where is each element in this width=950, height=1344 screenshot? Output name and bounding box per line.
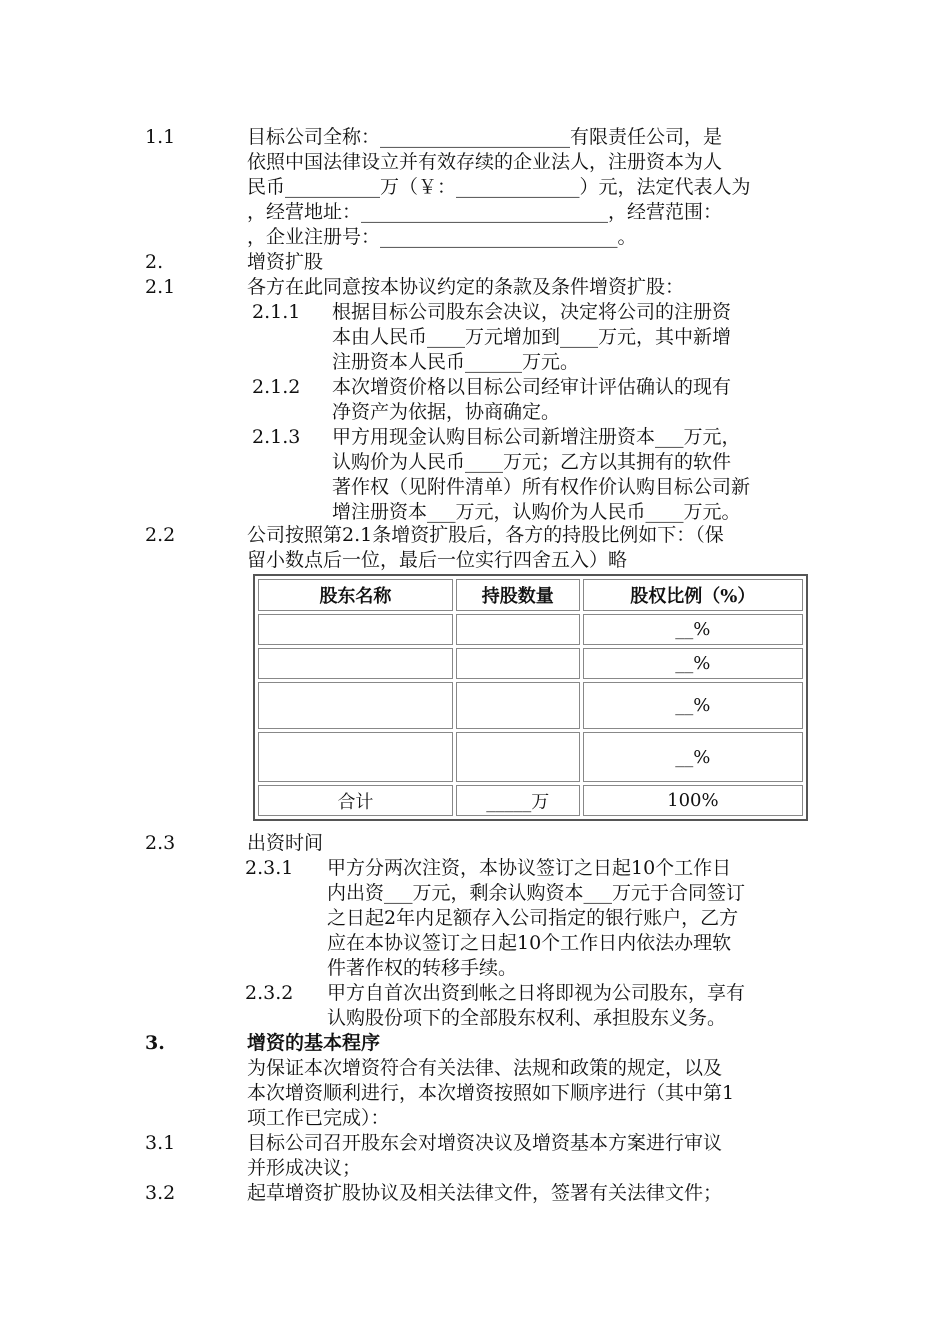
- text-line: 件著作权的转移手续。: [327, 957, 518, 979]
- clause-2-1-text: 各方在此同意按本协议约定的条款及条件增资扩股：: [247, 276, 685, 298]
- section-3-intro: [247, 1056, 734, 1131]
- clause-3-1-text: [247, 1131, 722, 1181]
- text-line: 项工作已完成）：: [247, 1107, 390, 1129]
- subclause-number: 2.3.1: [245, 857, 294, 879]
- table-cell: [456, 682, 580, 729]
- table-header: 股权比例（%）: [583, 579, 803, 611]
- text-line: 注册资本人民币______万元。: [332, 351, 580, 373]
- table-row: [258, 614, 803, 645]
- table-cell: [456, 732, 580, 782]
- text-line: 留小数点后一位，最后一位实行四舍五入）略: [247, 549, 628, 571]
- subclause-2-1-1-text: [332, 300, 731, 375]
- table-cell: _____万: [456, 785, 580, 816]
- clause-number: 2.2: [145, 524, 176, 546]
- table-cell: [258, 648, 453, 679]
- text-line: 民币__________万（￥：_____________）元，法定代表人为: [247, 176, 751, 198]
- clause-title: 出资时间: [247, 832, 324, 854]
- text-line: 甲方自首次出资到帐之日将即视为公司股东，享有: [327, 982, 746, 1004]
- text-line: 目标公司召开股东会对增资决议及增资基本方案进行审议: [247, 1132, 723, 1154]
- text-line: 目标公司全称：____________________有限责任公司，是: [247, 126, 723, 148]
- table-cell: [258, 682, 453, 729]
- text-line: 净资产为依据，协商确定。: [332, 401, 561, 423]
- text-line: 认购价为人民币____万元；乙方以其拥有的软件: [332, 451, 732, 473]
- subclause-number: 2.1.2: [252, 376, 301, 398]
- clause-number: 2.3: [145, 832, 176, 854]
- clause-2-2-text: [247, 523, 724, 573]
- table-cell: __%: [583, 614, 803, 645]
- clause-number: 1.1: [145, 126, 176, 148]
- text-line: 认购股份项下的全部股东权利、承担股东义务。: [327, 1007, 727, 1029]
- table-cell: [258, 614, 453, 645]
- subclause-2-3-1-text: [327, 856, 745, 981]
- section-number: 2.: [145, 251, 164, 273]
- table-cell: [456, 614, 580, 645]
- clause-number: 3.2: [145, 1182, 176, 1204]
- table-cell: __%: [583, 648, 803, 679]
- text-line: ，经营地址：__________________________，经营范围：: [247, 201, 723, 223]
- text-line: 之日起2年内足额存入公司指定的银行账户，乙方: [327, 907, 739, 929]
- table-header: 持股数量: [456, 579, 580, 611]
- table-total-row: [258, 785, 803, 816]
- clause-number: 2.1: [145, 276, 176, 298]
- text-line: 根据目标公司股东会决议，决定将公司的注册资: [332, 301, 732, 323]
- clause-number: 3.1: [145, 1132, 176, 1154]
- section-number: 3.: [145, 1032, 165, 1054]
- table-row: [258, 648, 803, 679]
- text-line: 内出资___万元，剩余认购资本___万元于合同签订: [327, 882, 746, 904]
- table-cell: [258, 732, 453, 782]
- text-line: 依照中国法律设立并有效存续的企业法人，注册资本为人: [247, 151, 723, 173]
- text-line: 甲方分两次注资，本协议签订之日起10个工作日: [327, 857, 732, 879]
- text-line: 应在本协议签订之日起10个工作日内依法办理软: [327, 932, 732, 954]
- subclause-2-3-2-text: [327, 981, 745, 1031]
- subclause-number: 2.1.3: [252, 426, 301, 448]
- table-header-row: [258, 579, 803, 611]
- text-line: 著作权（见附件清单）所有权作价认购目标公司新: [332, 476, 751, 498]
- table-header: 股东名称: [258, 579, 453, 611]
- table-cell: __%: [583, 732, 803, 782]
- text-line: 本次增资价格以目标公司经审计评估确认的现有: [332, 376, 732, 398]
- text-line: 为保证本次增资符合有关法律、法规和政策的规定，以及: [247, 1057, 723, 1079]
- text-line: 公司按照第2.1条增资扩股后，各方的持股比例如下：（保: [247, 524, 724, 546]
- table-cell: __%: [583, 682, 803, 729]
- table-row: [258, 732, 803, 782]
- clause-1-1-text: [247, 125, 751, 250]
- section-title: 增资的基本程序: [247, 1032, 381, 1054]
- subclause-number: 2.3.2: [245, 982, 294, 1004]
- clause-3-2-text: 起草增资扩股协议及相关法律文件，签署有关法律文件；: [247, 1182, 723, 1204]
- text-line: 增注册资本___万元，认购价为人民币____万元。: [332, 501, 741, 523]
- text-line: ，企业注册号：_________________________。: [247, 226, 637, 248]
- table-row: [258, 682, 803, 729]
- table-cell: [456, 648, 580, 679]
- subclause-2-1-3-text: [332, 425, 750, 525]
- text-line: 并形成决议；: [247, 1157, 362, 1179]
- subclause-number: 2.1.1: [252, 301, 301, 323]
- text-line: 本次增资顺利进行，本次增资按照如下顺序进行（其中第1: [247, 1082, 735, 1104]
- subclause-2-1-2-text: [332, 375, 731, 425]
- shareholding-table: [253, 574, 808, 821]
- section-title: 增资扩股: [247, 251, 324, 273]
- table-cell: 100%: [583, 785, 803, 816]
- text-line: 甲方用现金认购目标公司新增注册资本___万元，: [332, 426, 741, 448]
- table-cell: 合计: [258, 785, 453, 816]
- text-line: 本由人民币____万元增加到____万元，其中新增: [332, 326, 732, 348]
